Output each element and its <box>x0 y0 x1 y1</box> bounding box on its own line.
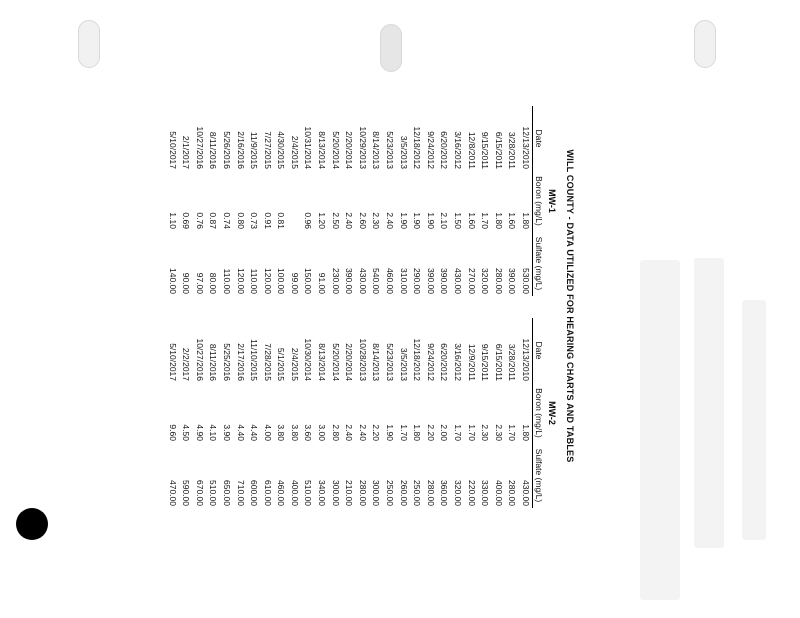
cell-date: 2/17/2016 <box>235 343 246 382</box>
table-row <box>491 318 505 508</box>
cell-boron: 2.30 <box>371 212 382 229</box>
table-row <box>369 318 383 508</box>
table-row <box>274 106 288 296</box>
data-table <box>165 318 545 508</box>
cell-sulfate: 400.00 <box>493 480 504 506</box>
cell-boron: 9.60 <box>167 424 178 441</box>
table-body <box>165 106 533 296</box>
table-row <box>450 318 464 508</box>
cell-sulfate: 290.00 <box>412 268 423 294</box>
cell-date: 2/1/2017 <box>181 135 192 170</box>
cell-sulfate: 540.00 <box>371 268 382 294</box>
cell-boron: 2.30 <box>493 424 504 441</box>
cell-date: 6/20/2012 <box>439 131 450 170</box>
cell-sulfate: 97.00 <box>194 272 205 294</box>
table-row <box>355 106 369 296</box>
table-row <box>464 318 478 508</box>
cell-date: 3/16/2012 <box>453 343 464 382</box>
cell-boron: 1.70 <box>453 424 464 441</box>
table-row <box>219 318 233 508</box>
table-row <box>410 318 424 508</box>
cell-boron: 0.96 <box>303 212 314 229</box>
table-row <box>342 106 356 296</box>
table-row <box>423 318 437 508</box>
cell-sulfate: 390.00 <box>507 268 518 294</box>
cell-sulfate: 320.00 <box>480 268 491 294</box>
cell-date: 3/5/2013 <box>398 135 409 170</box>
cell-sulfate: 650.00 <box>221 480 232 506</box>
cell-date: 8/14/2013 <box>371 131 382 170</box>
cell-boron: 1.80 <box>493 212 504 229</box>
cell-sulfate: 91.00 <box>317 272 328 294</box>
cell-date: 9/15/2011 <box>480 343 491 382</box>
cell-boron <box>287 171 301 231</box>
cell-date: 5/23/2013 <box>385 131 396 170</box>
cell-date: 2/20/2014 <box>344 343 355 382</box>
cell-sulfate: 390.00 <box>425 268 436 294</box>
cell-boron: 2.40 <box>344 212 355 229</box>
table-row <box>450 106 464 296</box>
cell-sulfate: 250.00 <box>412 480 423 506</box>
table-row <box>410 106 424 296</box>
cell-date: 9/24/2012 <box>425 131 436 170</box>
cell-boron: 2.60 <box>357 212 368 229</box>
cell-date: 12/13/2010 <box>521 126 531 170</box>
table-row <box>478 106 492 296</box>
cell-sulfate: 530.00 <box>521 268 531 294</box>
cell-date: 2/16/2016 <box>235 131 246 170</box>
table-row <box>179 106 193 296</box>
cell-date: 2/20/2014 <box>344 131 355 170</box>
cell-sulfate: 300.00 <box>371 480 382 506</box>
cell-date: 11/10/2015 <box>249 339 260 382</box>
binder-hole-left <box>78 20 100 68</box>
cell-sulfate: 260.00 <box>398 480 409 506</box>
table-row <box>382 318 396 508</box>
cell-boron: 2.10 <box>439 212 450 229</box>
cell-date: 12/13/2010 <box>521 338 531 382</box>
table-body <box>165 318 533 508</box>
cell-sulfate: 120.00 <box>235 268 246 294</box>
table-row <box>260 318 274 508</box>
column-header-boron: Boron (mg/L) <box>533 171 546 231</box>
table-row <box>192 318 206 508</box>
table-row <box>233 106 247 296</box>
cell-sulfate: 100.00 <box>276 268 287 294</box>
cell-date: 10/31/2014 <box>303 126 314 170</box>
cell-date: 3/16/2012 <box>453 131 464 170</box>
table-row <box>165 318 179 508</box>
cell-date: 3/28/2011 <box>507 343 518 382</box>
cell-boron: 1.70 <box>480 212 491 229</box>
data-table <box>165 106 545 296</box>
cell-boron: 0.91 <box>262 212 273 229</box>
cell-date: 10/29/2013 <box>357 126 368 170</box>
cell-sulfate: 430.00 <box>521 480 531 506</box>
cell-sulfate: 400.00 <box>289 480 300 506</box>
cell-date: 12/9/2011 <box>466 343 477 382</box>
cell-boron: 4.00 <box>262 424 273 441</box>
cell-boron: 2.20 <box>425 424 436 441</box>
well-name: MW-1 <box>547 189 557 213</box>
cell-boron: 0.81 <box>276 212 287 229</box>
rotated-data-table-document <box>165 96 575 516</box>
cell-boron: 1.80 <box>412 424 423 441</box>
cell-date: 3/28/2011 <box>507 131 518 170</box>
punch-dot <box>16 508 48 540</box>
cell-date: 12/18/2012 <box>412 126 423 170</box>
table-row <box>233 318 247 508</box>
cell-boron: 3.00 <box>317 424 328 441</box>
cell-boron: 1.60 <box>466 212 477 229</box>
cell-boron: 0.76 <box>194 212 205 229</box>
cell-sulfate: 280.00 <box>357 480 368 506</box>
cell-sulfate: 280.00 <box>493 268 504 294</box>
cell-date: 2/4/2015 <box>289 135 300 170</box>
table-row <box>192 106 206 296</box>
cell-boron: 3.80 <box>289 424 300 441</box>
cell-sulfate: 600.00 <box>249 480 260 506</box>
cell-boron: 4.40 <box>235 424 246 441</box>
cell-date: 2/2/2017 <box>181 347 192 382</box>
cell-boron: 1.70 <box>466 424 477 441</box>
cell-sulfate: 510.00 <box>303 480 314 506</box>
table-row <box>165 106 179 296</box>
cell-boron: 2.40 <box>385 212 396 229</box>
cell-boron: 2.40 <box>357 424 368 441</box>
cell-sulfate: 150.00 <box>303 268 314 294</box>
cell-date: 12/18/2012 <box>412 338 423 382</box>
cell-boron: 1.90 <box>385 424 396 441</box>
bleed-through-mark <box>742 300 766 540</box>
cell-sulfate: 320.00 <box>453 480 464 506</box>
cell-boron: 4.50 <box>181 424 192 441</box>
cell-date: 12/8/2011 <box>466 131 477 170</box>
cell-date: 8/11/2016 <box>208 343 219 382</box>
cell-date: 6/15/2011 <box>493 343 504 382</box>
cell-date: 5/1/2015 <box>276 347 287 382</box>
cell-date: 5/10/2017 <box>167 343 178 382</box>
cell-boron: 0.80 <box>235 212 246 229</box>
cell-date: 3/5/2013 <box>398 347 409 382</box>
cell-sulfate: 460.00 <box>385 268 396 294</box>
table-row <box>464 106 478 296</box>
cell-date: 5/20/2014 <box>330 131 341 170</box>
cell-date: 5/20/2014 <box>330 343 341 382</box>
cell-boron: 3.80 <box>276 424 287 441</box>
cell-date: 10/27/2016 <box>194 338 205 382</box>
cell-sulfate: 220.00 <box>466 480 477 506</box>
cell-boron: 0.87 <box>208 212 219 229</box>
cell-sulfate: 340.00 <box>317 480 328 506</box>
cell-date: 5/23/2013 <box>385 343 396 382</box>
table-row <box>206 318 220 508</box>
cell-boron: 0.69 <box>181 212 192 229</box>
cell-boron: 0.73 <box>249 212 260 229</box>
table-row <box>342 318 356 508</box>
column-header-date: Date <box>533 318 546 383</box>
table-row <box>478 318 492 508</box>
cell-date: 5/25/2016 <box>221 343 232 382</box>
table-row <box>423 106 437 296</box>
cell-boron: 2.20 <box>371 424 382 441</box>
cell-sulfate: 390.00 <box>439 268 450 294</box>
table-row <box>301 106 315 296</box>
cell-boron: 3.90 <box>221 424 232 441</box>
table-row <box>505 318 519 508</box>
table-row <box>315 106 329 296</box>
cell-boron: 4.90 <box>194 424 205 441</box>
cell-boron: 1.70 <box>398 424 409 441</box>
cell-date: 10/30/2014 <box>303 338 314 382</box>
cell-sulfate: 670.00 <box>194 480 205 506</box>
cell-date: 5/26/2016 <box>221 131 232 170</box>
cell-date: 7/28/2015 <box>262 343 273 382</box>
cell-sulfate: 280.00 <box>507 480 518 506</box>
cell-boron: 0.74 <box>221 212 232 229</box>
cell-date: 8/13/2014 <box>317 131 328 170</box>
table-row <box>287 106 301 296</box>
table-row <box>396 106 410 296</box>
table-row <box>301 318 315 508</box>
table-row <box>355 318 369 508</box>
document-title: WILL COUNTY - DATA UTILIZED FOR HEARING CHARTS AND TABLES <box>565 149 575 463</box>
cell-date: 5/10/2017 <box>167 131 178 170</box>
table-row <box>315 318 329 508</box>
well-table-mw-1 <box>165 106 557 296</box>
cell-sulfate: 90.00 <box>181 272 192 294</box>
cell-date: 2/4/2015 <box>289 347 300 382</box>
table-row <box>382 106 396 296</box>
well-table-mw-2 <box>165 318 557 508</box>
cell-sulfate: 430.00 <box>453 268 464 294</box>
column-header-date: Date <box>533 106 546 171</box>
cell-sulfate: 510.00 <box>208 480 219 506</box>
table-row <box>437 318 451 508</box>
cell-sulfate: 270.00 <box>466 268 477 294</box>
table-header-row <box>533 106 546 296</box>
table-row <box>179 318 193 508</box>
cell-date: 11/9/2015 <box>249 131 260 170</box>
cell-date: 8/13/2014 <box>317 343 328 382</box>
table-row <box>396 318 410 508</box>
cell-sulfate: 310.00 <box>398 268 409 294</box>
table-row <box>369 106 383 296</box>
table-row <box>328 106 342 296</box>
cell-date: 8/11/2016 <box>208 131 219 170</box>
cell-sulfate: 210.00 <box>344 480 355 506</box>
column-header-boron: Boron (mg/L) <box>533 383 546 443</box>
cell-boron: 1.90 <box>425 212 436 229</box>
cell-sulfate: 120.00 <box>262 268 273 294</box>
column-header-sulfate: Sulfate (mg/L) <box>533 231 546 296</box>
cell-boron: 1.90 <box>398 212 409 229</box>
table-row <box>287 318 301 508</box>
cell-sulfate: 110.00 <box>249 268 260 294</box>
cell-date: 4/30/2015 <box>276 131 287 170</box>
table-row <box>260 106 274 296</box>
cell-boron: 1.20 <box>317 212 328 229</box>
cell-sulfate: 280.00 <box>425 480 436 506</box>
table-header-row <box>533 318 546 508</box>
cell-date: 9/24/2012 <box>425 343 436 382</box>
cell-sulfate: 300.00 <box>330 480 341 506</box>
cell-sulfate: 99.00 <box>289 272 300 294</box>
table-row <box>219 106 233 296</box>
cell-sulfate: 360.00 <box>439 480 450 506</box>
cell-sulfate: 470.00 <box>167 480 178 506</box>
cell-boron: 1.50 <box>453 212 464 229</box>
bleed-through-mark <box>640 260 680 600</box>
bleed-through-mark <box>694 258 724 548</box>
cell-date: 10/27/2016 <box>194 126 205 170</box>
table-row <box>247 106 261 296</box>
cell-date: 9/15/2011 <box>480 131 491 170</box>
cell-sulfate: 430.00 <box>357 268 368 294</box>
cell-boron: 1.90 <box>412 212 423 229</box>
cell-sulfate: 80.00 <box>208 272 219 294</box>
binder-hole-center <box>380 24 402 72</box>
column-header-sulfate: Sulfate (mg/L) <box>533 443 546 508</box>
table-row <box>247 318 261 508</box>
table-row <box>206 106 220 296</box>
cell-date: 6/20/2012 <box>439 343 450 382</box>
cell-boron: 2.30 <box>480 424 491 441</box>
cell-boron: 2.80 <box>330 424 341 441</box>
cell-sulfate: 330.00 <box>480 480 491 506</box>
cell-boron: 2.50 <box>330 212 341 229</box>
cell-boron: 2.40 <box>344 424 355 441</box>
cell-boron: 4.10 <box>208 424 219 441</box>
cell-sulfate: 140.00 <box>167 268 178 294</box>
table-row <box>518 106 532 296</box>
table-row <box>518 318 532 508</box>
table-row <box>505 106 519 296</box>
cell-sulfate: 250.00 <box>385 480 396 506</box>
cell-boron: 1.80 <box>521 212 531 229</box>
cell-date: 7/27/2015 <box>262 131 273 170</box>
cell-sulfate: 610.00 <box>262 480 273 506</box>
cell-sulfate: 710.00 <box>235 480 246 506</box>
cell-boron: 1.10 <box>167 212 178 229</box>
table-row <box>328 318 342 508</box>
table-row <box>491 106 505 296</box>
cell-boron: 3.60 <box>303 424 314 441</box>
cell-sulfate: 390.00 <box>344 268 355 294</box>
table-row <box>274 318 288 508</box>
cell-date: 10/28/2013 <box>357 338 368 382</box>
cell-boron: 4.40 <box>249 424 260 441</box>
cell-date: 8/14/2013 <box>371 343 382 382</box>
cell-date: 6/15/2011 <box>493 131 504 170</box>
cell-boron: 1.80 <box>521 424 531 441</box>
binder-hole-right <box>694 20 716 68</box>
cell-sulfate: 110.00 <box>221 268 232 294</box>
table-row <box>437 106 451 296</box>
cell-sulfate: 230.00 <box>330 268 341 294</box>
cell-sulfate: 460.00 <box>276 480 287 506</box>
cell-sulfate: 590.00 <box>181 480 192 506</box>
cell-boron: 1.60 <box>507 212 518 229</box>
well-name: MW-2 <box>547 401 557 425</box>
cell-boron: 1.70 <box>507 424 518 441</box>
cell-boron: 2.00 <box>439 424 450 441</box>
